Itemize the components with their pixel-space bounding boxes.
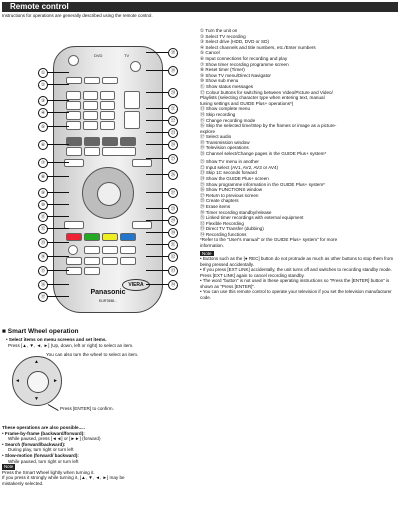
callout-right-17: ㉞	[168, 280, 178, 290]
callout-left-1: ①	[38, 68, 48, 78]
function-item-8: ⑧ Reset timer (Timer)	[200, 67, 245, 73]
rec-button	[68, 245, 78, 255]
operation-line-7: While paused, turn right or turn left	[8, 458, 79, 464]
leader-left-9	[47, 192, 69, 193]
rec-mode-button	[84, 246, 100, 254]
leader-left-12	[47, 228, 69, 229]
function-item-5: ⑤ Cancel	[200, 50, 220, 56]
leader-right-9	[146, 174, 168, 175]
lower-items	[2, 425, 198, 464]
callout-left-11: ⑪	[38, 212, 48, 222]
up-arrow-icon: ▲	[34, 359, 39, 365]
function-item-b-2: ㉒ Input select (AV1, AV2, AV3 or AV4)	[200, 164, 279, 170]
chapter-button	[120, 257, 136, 265]
leader-left-1	[47, 72, 69, 73]
display-button	[66, 257, 82, 265]
function-item-b-8: ㉘ Create chapters	[200, 198, 239, 204]
note2-line-2: If you press it strongly while turning it, [▲, ▼, ◄, ►] may be	[2, 475, 125, 481]
num-2-button	[83, 91, 98, 100]
callout-left-4: ④	[38, 108, 48, 118]
function-list-b	[200, 159, 398, 249]
stop-button	[66, 147, 82, 156]
leader-right-4	[146, 108, 168, 109]
intro-text: Instructions for operations are generally described using the remote control.	[2, 13, 153, 18]
num-3-button	[100, 91, 115, 100]
audio-button	[102, 257, 118, 265]
function-item-b-6: ㉖ Show FUNCTIONS window	[200, 187, 263, 193]
callout-right-5: ㉒	[168, 116, 178, 126]
direct-tv-rec-button	[120, 246, 136, 254]
skip-forward-button	[120, 137, 136, 146]
note2-text	[2, 470, 198, 487]
channel-button	[124, 91, 140, 109]
function-item-23: ⑳ Channel select/Change pages in the GUIDE Plus+ system*	[200, 151, 327, 157]
callout-right-14: ㉛	[168, 240, 178, 250]
callout-right-11: ㉘	[168, 204, 178, 214]
remote-body	[53, 46, 163, 313]
callout-left-13: ⑬	[38, 238, 48, 248]
function-item-9: ⑨ Show TV menu/Direct Navigator	[200, 72, 271, 78]
function-item-b-13: ㉝ Direct TV Transfer (dubbing)	[200, 226, 264, 232]
function-item-b-16: information.	[200, 243, 225, 249]
num-5-button	[83, 101, 98, 110]
callout-right-1: ⑱	[168, 48, 178, 58]
return-button	[132, 221, 152, 229]
callout-left-7: ⑦	[38, 158, 48, 168]
operation-line-4: • Search (forward/backward):	[2, 441, 66, 447]
callout-right-3: ⑳	[168, 88, 178, 98]
num-0-button	[83, 121, 98, 130]
leader-left-11	[47, 216, 69, 217]
smart-wheel-example: You can also turn the wheel to select an item.	[46, 352, 139, 357]
leader-left-7	[47, 162, 69, 163]
function-list-a	[200, 28, 398, 157]
callout-right-12: ㉙	[168, 216, 178, 226]
note2-line-3: mistakenly selected.	[2, 480, 44, 486]
input-button	[100, 121, 115, 130]
function-item-13: Playlists (selecting character type when entering text, manual	[200, 95, 325, 101]
direct-navigator-button	[64, 159, 84, 167]
callout-right-7: ㉔	[168, 140, 178, 150]
function-item-b-11: ㉛ Linked timer recordings with external equipment	[200, 215, 304, 221]
callout-left-5: ⑤	[38, 122, 48, 132]
play-button	[102, 147, 136, 156]
leader-right-13	[146, 232, 168, 233]
callout-left-8: ⑧	[38, 172, 48, 182]
callout-right-9: ㉖	[168, 170, 178, 180]
callout-right-16: ㉝	[168, 266, 178, 276]
operation-line-5: During play, turn right or turn left	[8, 447, 74, 453]
brand-logo: Panasonic	[90, 289, 126, 296]
function-item-1: ① Turn the unit on	[200, 28, 238, 33]
function-item-11: ⑪ Show status messages	[200, 83, 254, 89]
callout-left-10: ⑩	[38, 200, 48, 210]
num-6-button	[100, 101, 115, 110]
num-8-button	[83, 111, 98, 120]
rewind-button	[84, 137, 100, 146]
leader-right-3	[146, 92, 168, 93]
callout-left-3: ③	[38, 96, 48, 106]
function-item-b-14: ㉞ Recording functions	[200, 231, 247, 237]
down-arrow-icon: ▼	[34, 396, 39, 402]
smart-wheel-instruction: Press [▲, ▼, ◄, ►] (Up, down, left or right) to select an item.	[8, 343, 134, 348]
viera-logo: VIERA	[122, 279, 150, 291]
model-number: EUR7658...	[98, 299, 118, 303]
prog-check-button	[84, 267, 100, 275]
function-item-b-1: ㉑ Show TV menu in another	[200, 159, 259, 165]
leader-right-1	[146, 52, 168, 53]
function-item-16: ⑭ Skip recording	[200, 111, 236, 117]
leader-right-8	[146, 158, 168, 159]
callout-left-16: ⑯	[38, 280, 48, 290]
yellow-button	[102, 233, 118, 241]
forward-button	[102, 137, 118, 146]
function-item-b-9: ㉙ Erase items	[200, 203, 231, 209]
leader-right-16	[146, 270, 168, 271]
function-item-b-7: ㉗ Return to previous screen	[200, 192, 259, 198]
function-item-10: ⑩ Show sub menu	[200, 78, 239, 84]
function-item-2: ② Select TV recording	[200, 33, 246, 39]
num-4-button	[66, 101, 81, 110]
callout-left-12: ⑫	[38, 224, 48, 234]
callout-right-8: ㉕	[168, 154, 178, 164]
leader-left-6	[47, 144, 69, 145]
note-label: Note	[202, 250, 212, 256]
lower-operations	[2, 425, 198, 487]
num-1-button	[66, 91, 81, 100]
volume-button	[124, 111, 140, 129]
leader-left-4	[47, 112, 69, 113]
callout-left-15: ⑮	[38, 266, 48, 276]
pad-enter-button	[27, 371, 49, 393]
function-item-21: ⑱ Transmission window	[200, 139, 250, 145]
left-arrow-icon: ◄	[15, 378, 20, 384]
leader-right-10	[146, 192, 168, 193]
num-9-button	[100, 111, 115, 120]
function-item-b-3: ㉓ Skip 1C seconds forward	[200, 170, 257, 176]
ext-link-button	[102, 246, 118, 254]
dvd-button	[84, 77, 100, 84]
dvd-label: DVD	[94, 53, 103, 58]
note-item-1: • Buttons such as the [● REC] button do not protrude as much as other buttons to stop them from being pressed accidentally.	[200, 256, 394, 267]
leader-right-2	[146, 70, 168, 71]
erase-button	[66, 267, 82, 275]
status-button	[84, 257, 100, 265]
leader-right-15	[146, 256, 168, 257]
note-item-4: • You can use this remote control to operate your television if you set the television manufacturer code.	[200, 289, 392, 300]
operation-line-1: These operations are also possible.....	[2, 425, 85, 430]
pause-button	[84, 147, 100, 156]
function-item-19: explore	[200, 128, 216, 134]
function-item-20: ⑰ Select audio	[200, 134, 232, 140]
leader-left-2	[47, 84, 69, 85]
leader-right-12	[146, 220, 168, 221]
callout-left-6: ⑥	[38, 140, 48, 150]
smart-wheel-subtitle: • Select items on menu screens and set items.	[6, 337, 107, 342]
section-header	[2, 2, 398, 12]
function-item-15: ⑬ Show complete menu	[200, 106, 251, 112]
callout-left-17: ⑰	[38, 292, 48, 302]
leader-right-7	[146, 144, 168, 145]
leader-left-16	[47, 284, 69, 285]
function-item-3: ③ Select drive (HDD, DVD or SD)	[200, 39, 269, 45]
operation-line-3: While paused, press [◄◄] or [►►] (forward)	[8, 436, 101, 442]
function-list	[200, 28, 398, 300]
function-item-b-12: ㉜ Flexible Recording	[200, 220, 244, 226]
note2-label: Note	[4, 464, 14, 470]
leader-right-5	[146, 120, 168, 121]
function-item-4: ④ Select channels and title numbers, etc./Enter numbers	[200, 44, 316, 50]
leader-left-3	[47, 100, 69, 101]
leader-left-5	[47, 126, 69, 127]
leader-left-13	[47, 242, 69, 243]
function-item-18: ⑯ Skip the selected time/Step by the frames or image as a picture-	[200, 123, 337, 129]
leader-right-14	[146, 244, 168, 245]
section-title: Remote control	[10, 2, 69, 11]
function-item-6: ⑥ Input connections for recording and play	[200, 55, 288, 61]
note-item-3: • The word "button" is not used in these operating instructions so "Press the [ENTER] button" is shown as "Press [ENTER]".	[200, 278, 390, 289]
callout-left-9: ⑨	[38, 188, 48, 198]
callout-right-2: ⑲	[168, 66, 178, 76]
right-arrow-icon: ►	[53, 378, 58, 384]
leader-right-11	[146, 208, 168, 209]
note2-line-1: Press the Smart Wheel lightly when turning it.	[2, 469, 95, 475]
smart-wheel-confirm: Press [ENTER] to confirm.	[60, 406, 114, 411]
power-button	[68, 55, 79, 66]
leader-left-15	[47, 270, 69, 271]
leader-right-6	[146, 132, 168, 133]
enter-button	[97, 182, 121, 206]
callout-right-15: ㉜	[168, 252, 178, 262]
function-item-b-10: ㉚ Timer recording standby/release	[200, 209, 272, 215]
tv-label: TV	[124, 53, 130, 58]
function-item-b-4: ㉔ Show the GUIDE Plus+ screen	[200, 175, 269, 181]
callout-left-14: ⑭	[38, 252, 48, 262]
smart-wheel-pad	[12, 356, 62, 406]
red-button	[66, 233, 82, 241]
callout-right-13: ㉚	[168, 228, 178, 238]
leader-left-14	[47, 256, 69, 257]
confirm-leader	[48, 404, 59, 411]
sd-button	[102, 77, 118, 84]
callout-right-6: ㉓	[168, 128, 178, 138]
function-item-22: ⑲ Television operations	[200, 145, 249, 151]
leader-left-17	[47, 296, 69, 297]
function-item-14: tuning settings and GUIDE Plus+ operations*)	[200, 100, 294, 106]
operation-line-2: • Frame-by-frame (backward/forward):	[2, 430, 85, 436]
function-item-b-15: *Refer to the "User's manual" or the GUIDE Plus+ system" for more	[200, 237, 338, 243]
leader-left-8	[47, 176, 69, 177]
smart-wheel-title: ■ Smart Wheel operation	[2, 328, 79, 335]
functions-button	[132, 159, 152, 167]
blue-button	[120, 233, 136, 241]
green-button	[84, 233, 100, 241]
leader-right-17	[146, 284, 168, 285]
callout-left-2: ②	[38, 80, 48, 90]
leader-left-10	[47, 204, 69, 205]
function-item-12: ⑫ Colour buttons for switching between Video/Picture and Video/	[200, 89, 333, 95]
note-item-2: • If you press [EXT LINK] accidentally, the unit turns off and switches to recording standby mode. Press [EXT LINK] again to cancel recording standby.	[200, 267, 392, 278]
function-item-17: ⑮ Change recording mode	[200, 117, 256, 123]
smart-wheel	[82, 167, 134, 219]
function-item-b-5: ㉕ Show programme information in the GUIDE Plus+ system*	[200, 181, 325, 187]
tv-power-button	[130, 61, 141, 72]
function-item-7: ⑦ Show timer recording programme screen	[200, 61, 289, 67]
callout-right-10: ㉗	[168, 188, 178, 198]
callout-right-4: ㉑	[168, 104, 178, 114]
notes-list	[200, 256, 398, 300]
operation-line-6: • Slow-motion (forward/ backward):	[2, 452, 79, 458]
hdd-button	[66, 77, 82, 84]
